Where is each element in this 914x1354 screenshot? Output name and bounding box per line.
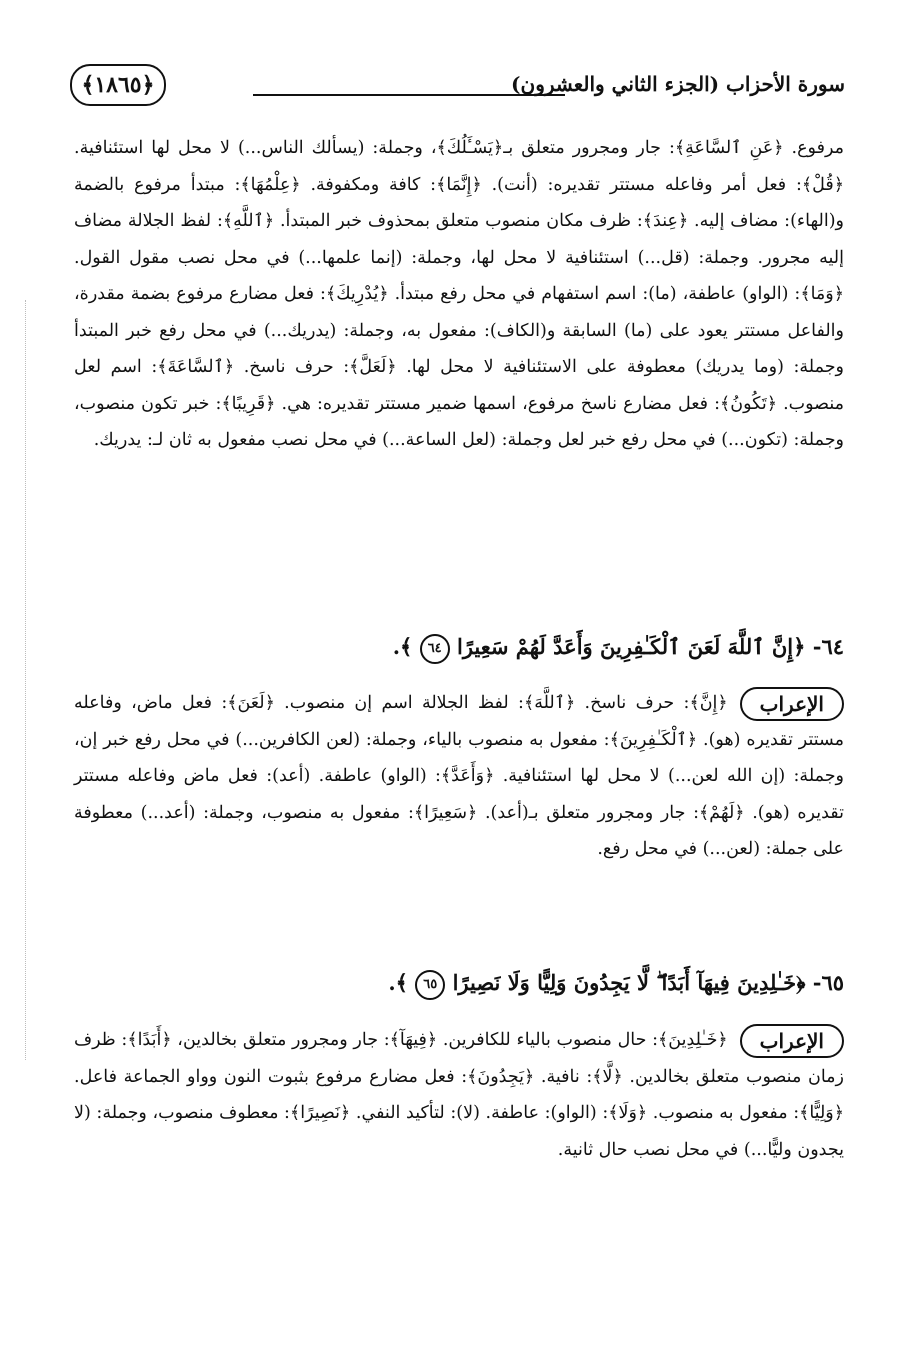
verse-text: ﴿إِنَّ ٱللَّهَ لَعَنَ ٱلْكَـٰفِرِينَ وَأَعَدَّ لَهُمْ سَعِيرًا: [456, 634, 806, 659]
irab-label-badge: الإعراب: [740, 687, 844, 721]
header-rule: [253, 94, 565, 96]
irab-text-65: ﴿خَـٰلِدِينَ﴾: حال منصوب بالياء للكافرين. ﴿فِيهَآ﴾: جار ومجرور متعلق بخالدين، ﴿أَبَدًا﴾: ظرف زمان منصوب متعلق بخالدين. ﴿لَّا﴾: نافية. ﴿يَجِدُونَ﴾: فعل مضارع مرفوع بثبوت النون وواو الجماعة فاعل. ﴿وَلِيًّا﴾: مفعول به منصوب. ﴿وَلَا﴾: (الواو): عاطفة. (لا): لتأكيد النفي. ﴿نَصِيرًا﴾: معطوف منصوب، وجملة: (لا يجدون وليًّا...) في محل نصب حال ثانية.: [74, 1030, 844, 1160]
ayah-end-marker: ٦٥: [415, 970, 445, 1000]
commentary-paragraph: مرفوع. ﴿عَنِ ٱلسَّاعَةِ﴾: جار ومجرور متعلق بـ﴿يَسْـَٔلُكَ﴾، وجملة: (يسألك الناس...) لا محل لها استئنافية. ﴿قُلْ﴾: فعل أمر وفاعله مستتر تقديره: (أنت). ﴿إِنَّمَا﴾: كافة ومكفوفة. ﴿عِلْمُهَا﴾: مبتدأ مرفوع بالضمة و(الهاء): مضاف إليه. ﴿عِندَ﴾: ظرف مكان منصوب متعلق بمحذوف خبر المبتدأ. ﴿ٱللَّهِ﴾: لفظ الجلالة مضاف إليه مجرور. وجملة: (قل...) استئنافية لا محل لها، وجملة: (إنما علمها...) في محل نصب مقول القول. ﴿وَمَا﴾: (الواو) عاطفة، (ما): اسم استفهام في محل رفع مبتدأ. ﴿يُدْرِيكَ﴾: فعل مضارع مرفوع بضمة مقدرة، والفاعل مستتر يعود على (ما) السابقة و(الكاف): مفعول به، وجملة: (يدريك...) في محل رفع خبر المبتدأ وجملة: (وما يدريك) معطوفة على الاستئنافية لا محل لها. ﴿لَعَلَّ﴾: حرف ناسخ. ﴿ٱلسَّاعَةَ﴾: اسم لعل منصوب. ﴿تَكُونُ﴾: فعل مضارع ناسخ مرفوع، اسمها ضمير مستتر تقديره: هي. ﴿قَرِيبًا﴾: خبر تكون منصوب، وجملة: (تكون...) في محل رفع خبر لعل وجملة: (لعل الساعة...) في محل نصب مفعول به ثان لـ: يدريك.: [74, 138, 844, 450]
ayah-end-marker: ٦٤: [420, 634, 450, 664]
verse-text: ﴿خَـٰلِدِينَ فِيهَآ أَبَدًا ۖ لَّا يَجِدُونَ وَلِيًّا وَلَا نَصِيرًا: [452, 970, 806, 995]
verse-number: ٦٥-: [812, 970, 844, 995]
irab-label-badge: الإعراب: [740, 1024, 844, 1058]
page-number: ﴿١٨٦٥﴾: [70, 64, 166, 106]
verse-close: ﴾.: [388, 970, 408, 995]
surah-title: سورة الأحزاب (الجزء الثاني والعشرون): [511, 72, 845, 96]
verse-64: [74, 627, 844, 667]
verse-number: ٦٤-: [812, 634, 844, 659]
page-header: [70, 62, 845, 112]
irab-paragraph-64: [74, 685, 844, 868]
irab-text-64: ﴿إِنَّ﴾: حرف ناسخ. ﴿ٱللَّهَ﴾: لفظ الجلالة اسم إن منصوب. ﴿لَعَنَ﴾: فعل ماض، وفاعله مستتر تقديره (هو). ﴿ٱلْكَـٰفِرِينَ﴾: مفعول به منصوب بالياء، وجملة: (لعن الكافرين...) في محل رفع خبر إن، وجملة: (إن الله لعن...) لا محل لها استئنافية. ﴿وَأَعَدَّ﴾: (الواو) عاطفة. (أعد): فعل ماض وفاعله مستتر تقديره (هو). ﴿لَهُمْ﴾: جار ومجرور متعلق بـ(أعد). ﴿سَعِيرًا﴾: مفعول به منصوب، وجملة: (أعد...) معطوفة على جملة: (لعن...) في محل رفع.: [74, 693, 844, 859]
verse-close: ﴾.: [392, 634, 413, 659]
page-crease: [25, 300, 27, 1060]
irab-paragraph-65: [74, 1022, 844, 1168]
verse-65: [74, 963, 844, 1003]
